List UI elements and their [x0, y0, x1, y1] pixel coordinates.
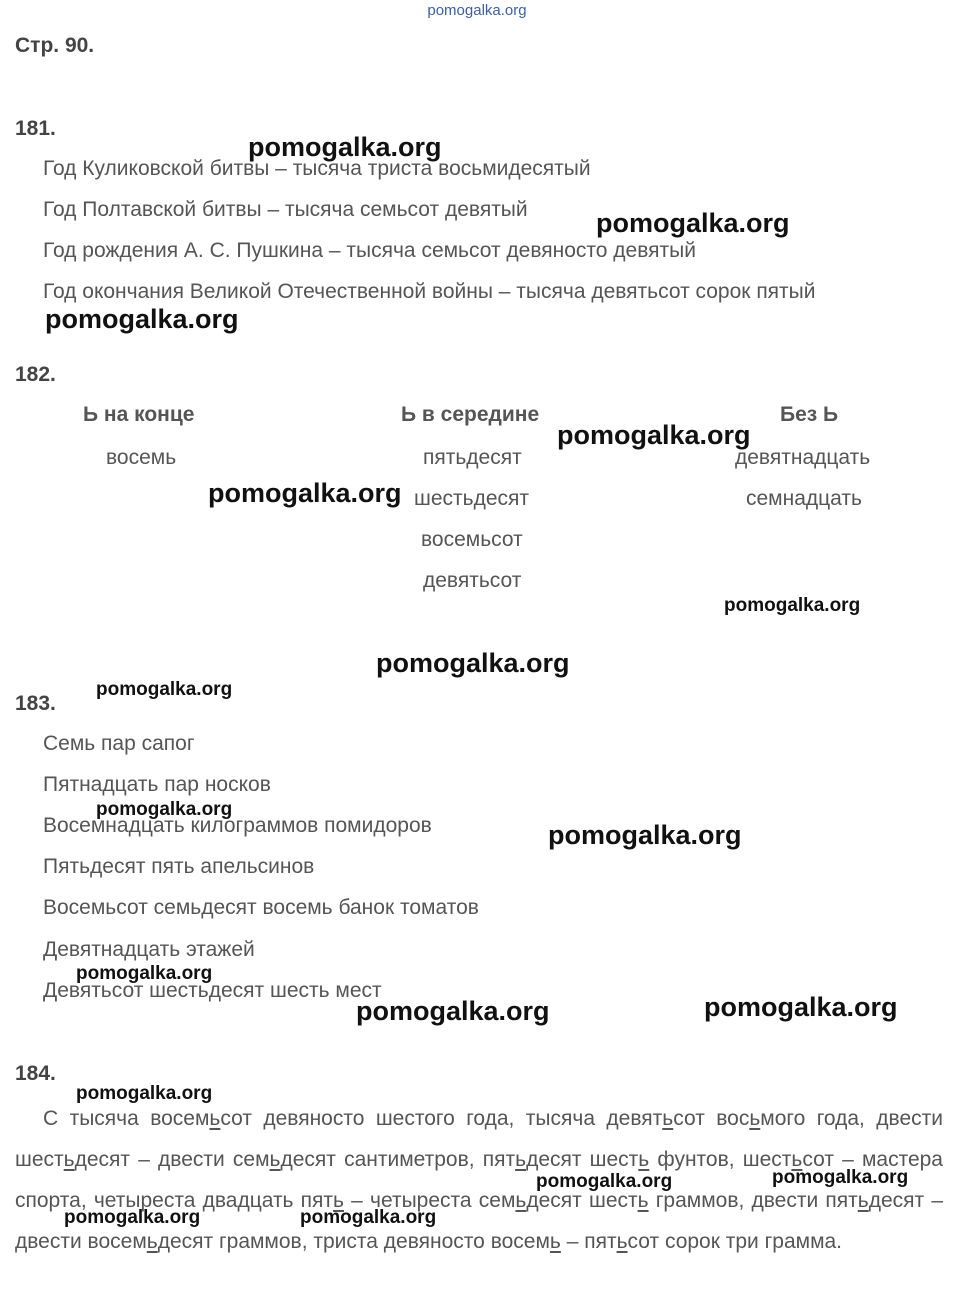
watermark: pomogalka.org: [248, 132, 442, 162]
underlined-soft-sign: ь: [616, 1230, 628, 1253]
exercise-184-number: 184.: [15, 1062, 56, 1085]
paragraph-text: фунтов, шест: [649, 1148, 792, 1171]
underlined-soft-sign: ь: [638, 1148, 650, 1171]
paragraph-text: десят сантиметров, пят: [280, 1148, 516, 1171]
column-header-no-soft-sign: Без Ь: [780, 403, 839, 426]
paragraph-text: десят – двести восем: [15, 1189, 944, 1253]
column-item: восемь: [106, 446, 177, 469]
column-item: шестьдесят: [414, 487, 530, 510]
exercise-181-line: Год Куликовской битвы – тысяча триста восьмидесятый: [43, 157, 591, 180]
paragraph-text: сот – мастера спорта, четыреста двадцать пят: [15, 1148, 943, 1212]
paragraph-text: десят – двести сем: [74, 1148, 270, 1171]
watermark: pomogalka.org: [536, 1171, 673, 1192]
underlined-soft-sign: ь: [791, 1148, 803, 1171]
watermark: pomogalka.org: [376, 648, 570, 678]
exercise-183-line: Восемнадцать килограммов помидоров: [43, 814, 432, 837]
paragraph-text: десят шест: [526, 1189, 638, 1212]
column-header-end-soft-sign: Ь на конце: [83, 403, 195, 426]
column-item: восемьсот: [421, 528, 523, 551]
exercise-181-line: Год рождения А. С. Пушкина – тысяча семьсот девяносто девятый: [43, 239, 696, 262]
watermark: pomogalka.org: [76, 1083, 213, 1104]
exercise-183-number: 183.: [15, 692, 56, 715]
underlined-soft-sign: ь: [209, 1107, 221, 1130]
site-header-link[interactable]: pomogalka.org: [427, 2, 527, 19]
paragraph-text: граммов, двести пят: [648, 1189, 858, 1212]
underlined-soft-sign: ь: [63, 1148, 75, 1171]
watermark: pomogalka.org: [96, 679, 233, 700]
paragraph-text: – пят: [560, 1230, 617, 1253]
watermark: pomogalka.org: [45, 304, 239, 334]
paragraph-text: сот девяносто шестого года, тысяча девят: [220, 1107, 663, 1130]
underlined-soft-sign: ь: [857, 1189, 869, 1212]
watermark: pomogalka.org: [76, 963, 213, 984]
underlined-soft-sign: ь: [515, 1189, 527, 1212]
paragraph-text: сот вос: [673, 1107, 750, 1130]
watermark: pomogalka.org: [548, 820, 742, 850]
exercise-183-line: Восемьсот семьдесят восемь банок томатов: [43, 896, 479, 919]
page-reference: Стр. 90.: [15, 34, 95, 57]
paragraph-text: мого года, двести шест: [15, 1107, 943, 1171]
column-item: девятьсот: [423, 569, 522, 592]
exercise-181-number: 181.: [15, 117, 56, 140]
column-item: девятнадцать: [735, 446, 871, 469]
underlined-soft-sign: ь: [637, 1189, 649, 1212]
watermark: pomogalka.org: [208, 478, 402, 508]
paragraph-text: сот сорок три грамма.: [627, 1230, 843, 1253]
watermark: pomogalka.org: [557, 420, 751, 450]
paragraph-text: десят граммов, триста девяносто восем: [157, 1230, 550, 1253]
column-item: пятьдесят: [423, 446, 522, 469]
underlined-soft-sign: ь: [549, 1230, 561, 1253]
underlined-soft-sign: ь: [515, 1148, 527, 1171]
exercise-183-line: Семь пар сапог: [43, 732, 195, 755]
watermark: pomogalka.org: [724, 595, 861, 616]
exercise-181-line: Год Полтавской битвы – тысяча семьсот девятый: [43, 198, 528, 221]
watermark: pomogalka.org: [96, 799, 233, 820]
underlined-soft-sign: ь: [662, 1107, 674, 1130]
exercise-181-line: Год окончания Великой Отечественной войны – тысяча девятьсот сорок пятый: [43, 280, 816, 303]
watermark: pomogalka.org: [300, 1207, 437, 1228]
underlined-soft-sign: ь: [333, 1189, 344, 1212]
watermark: pomogalka.org: [772, 1167, 909, 1188]
exercise-183-line: Пятьдесят пять апельсинов: [43, 855, 315, 878]
watermark: pomogalka.org: [596, 208, 790, 238]
exercise-183-line: Девятнадцать этажей: [43, 938, 255, 961]
watermark: pomogalka.org: [356, 996, 550, 1026]
watermark: pomogalka.org: [704, 992, 898, 1022]
exercise-182-number: 182.: [15, 363, 56, 386]
underlined-soft-sign: ь: [269, 1148, 281, 1171]
column-header-middle-soft-sign: Ь в середине: [401, 403, 540, 426]
paragraph-text: десят шест: [526, 1148, 639, 1171]
watermark: pomogalka.org: [64, 1207, 201, 1228]
exercise-183-line: Пятнадцать пар носков: [43, 773, 271, 796]
underlined-soft-sign: ь: [146, 1230, 158, 1253]
column-item: семнадцать: [746, 487, 862, 510]
paragraph-text: С тысяча восем: [43, 1107, 210, 1130]
paragraph-text: – четыреста сем: [344, 1189, 516, 1212]
underlined-soft-sign: ь: [749, 1107, 761, 1130]
exercise-183-line: Девятьсот шестьдесят шесть мест: [43, 979, 382, 1002]
